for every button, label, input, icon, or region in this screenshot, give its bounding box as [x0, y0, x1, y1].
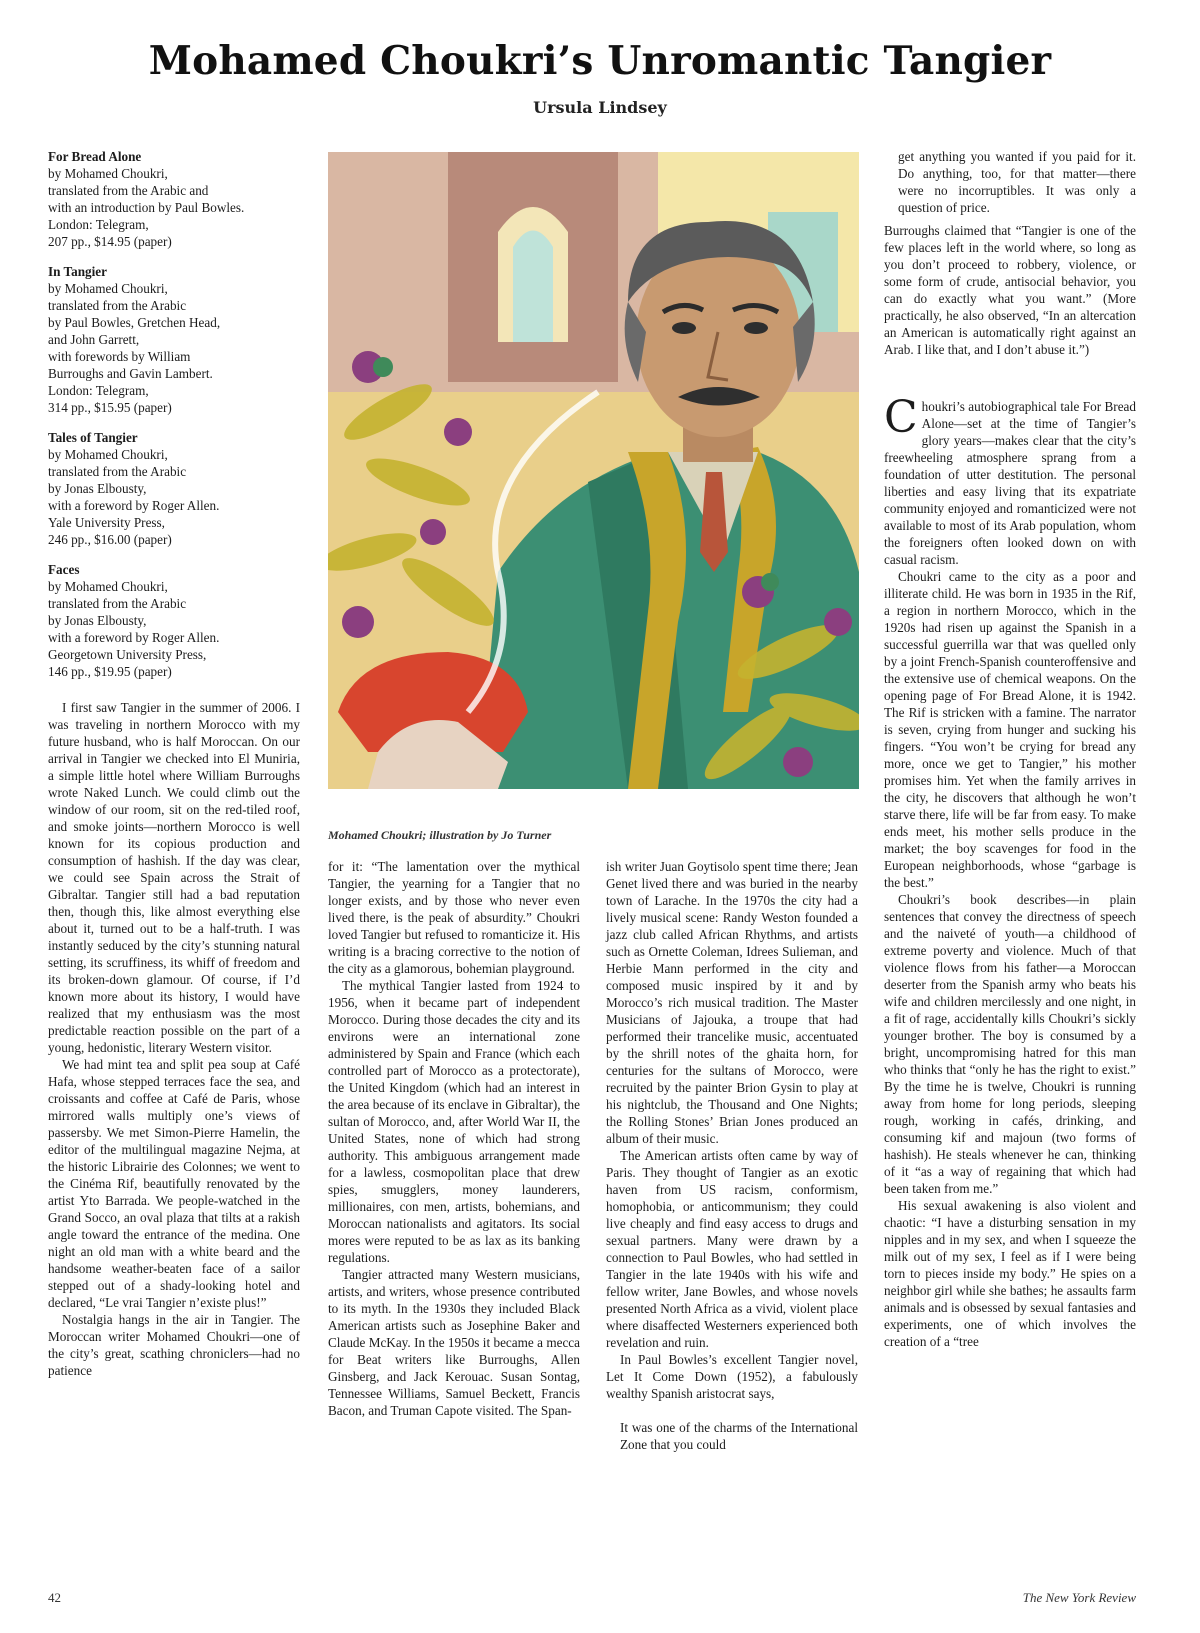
book-title: For Bread Alone — [48, 149, 142, 164]
paragraph: The mythical Tangier lasted from 1924 to 1956, when it became part of independent Morocco. During those decades the city and its environs were an international zone administered by Spain and France (which each controlled part of Morocco as a protectorate), the United Kingdom (which had an interest in the area because of its enclave in Gibraltar), the sultan of Morocco, and, after World War II, the United States, none of which had strong authority. This ambiguous arrangement made for a lawless, cosmopolitan place that drew spies, smugglers, money launderers, millionaires, con men, artists, bohemians, and Moroccan nationalists and agitators. Its social mores were reputed to be as lax as its banking regulations. — [328, 978, 580, 1265]
paragraph: We had mint tea and split pea soup at Café Hafa, whose stepped terraces face the sea, and croissants and coffee at Café de Paris, whose mirrored walls multiply one’s views of passersby. We met Simon-Pierre Hamelin, the editor of the multilingual magazine Nejma, at the historic Librairie des Colonnes; we went to the Cinéma Rif, beautifully renovated by the artist Yto Barrada. We people-watched in the Grand Socco, an oval plaza that tilts at a rakish angle toward the entrance of the medina. One night an old man with a white beard and the handsome weather-beaten face of a sailor stepped out of a shady-looking hotel and declared, “Le vrai Tangier n’existe plus!” — [48, 1057, 300, 1310]
block-quote: It was one of the charms of the International Zone that you could — [620, 1420, 858, 1452]
book-detail-line: 246 pp., $16.00 (paper) — [48, 532, 172, 547]
paragraph: for it: “The lamentation over the mythical Tangier, the yearning for a Tangier that no longer exists, and by those who never even lived there, is the peak of absurdity.” Choukri loved Tangier but refused to romanticize it. His writing is a bracing corrective to the notion of the city as a glamorous, bohemian playground. — [328, 859, 580, 976]
book-detail-line: by Jonas Elbousty, — [48, 613, 147, 628]
book-detail-line: 314 pp., $15.95 (paper) — [48, 400, 172, 415]
paragraph: Choukri came to the city as a poor and illiterate child. He was born in 1935 in the Rif, a region in northern Morocco, which in the 1920s had risen up against the Spanish in a successful guerrilla war that was quelled only by a joint French-Spanish counteroffensive and the extensive use of chemical weapons. On the opening page of For Bread Alone, it is 1942. The Rif is stricken with a famine. The narrator is seven, crying from hunger and sucking his fingers. “You won’t be crying for bread any more, once we get to Tangier,” his mother promises him. Yet when the family arrives in the city, he discovers that although he won’t starve there, life will be far from easy. To make ends meet, his mother sells produce in the market; the boy scavenges for food in the European neighborhoods, whose “garbage is the best.” — [884, 569, 1136, 890]
book-title: Faces — [48, 562, 80, 577]
column-4 — [884, 148, 1136, 1350]
publication-name: The New York Review — [1022, 1590, 1136, 1605]
paragraph: In Paul Bowles’s excellent Tangier novel, Let It Come Down (1952), a fabulously wealthy Spanish aristocrat says, — [606, 1352, 858, 1401]
paragraph: Tangier attracted many Western musicians, artists, and writers, whose presence contributed to its myth. In the 1930s they included Black American artists such as Josephine Baker and Claude McKay. In the 1950s it became a mecca for Beat writers like Burroughs, Allen Ginsberg, and Jack Kerouac. Susan Sontag, Tennessee Williams, Samuel Beckett, Francis Bacon, and Truman Capote visited. The Span- — [328, 1267, 580, 1418]
book-detail-line: translated from the Arabic — [48, 298, 187, 313]
book-detail-line: with forewords by William — [48, 349, 191, 364]
book-detail-line: by Mohamed Choukri, — [48, 166, 168, 181]
book-detail-line: London: Telegram, — [48, 217, 149, 232]
paragraph: I first saw Tangier in the summer of 2006. I was traveling in northern Morocco with my future husband, who is half Moroccan. On our arrival in Tangier we checked into El Muniria, a simple little hotel where William Burroughs wrote Naked Lunch. We could climb out the window of our room, sit on the red-tiled roof, and smoke joints—northern Morocco is well known for its copious production and consumption of hashish. If the day was clear, we could see Spain across the Strait of Gibraltar. Tangier still had a bad reputation then, though this, like almost everything else about it, turned out to be a half-truth. I was instantly seduced by the city’s stunning natural setting, its scruffiness, its whiff of freedom and its broken-down glamour. Of course, if I’d known more about its history, I would have realized that my enthusiasm was the most predictable reaction possible on the part of a young, hedonistic, literary Western visitor. — [48, 700, 300, 1055]
book-detail-line: Burroughs and Gavin Lambert. — [48, 366, 213, 381]
page-number: 42 — [48, 1590, 61, 1605]
book-detail-line: Georgetown University Press, — [48, 647, 207, 662]
portrait-illustration — [328, 152, 859, 789]
book-detail-line: and John Garrett, — [48, 332, 140, 347]
paragraph: ish writer Juan Goytisolo spent time there; Jean Genet lived there and was buried in the nearby town of Larache. In the 1970s the city had a lively musical scene: Randy Weston founded a jazz club called African Rhythms, and artists such as Ornette Coleman, Idrees Sulieman, and Herbie Mann performed in the city and composed music inspired by it and by Morocco’s rich musical tradition. The Master Musicians of Jajouka, a troupe that had performed their trancelike music, accentuated by the shrill notes of the ghaita horn, for centuries for the sultans of Morocco, were recruited by the painter Brion Gysin to play at his nightclub, the Thousand and One Nights; the Rolling Stones’ Brian Jones produced an album of their music. — [606, 859, 858, 1146]
paragraph: His sexual awakening is also violent and chaotic: “I have a disturbing sensation in my nipples and in my sex, and when I squeeze the milk out of my sex, I feel as if I were being torn to pieces inside my body.” He spies on a neighbor girl while she bathes; he assaults farm animals and is obsessed by sexual fantasies and experiments, one of which involves the creation of a “tree — [884, 1198, 1136, 1349]
book-detail-line: by Mohamed Choukri, — [48, 281, 168, 296]
section-opening-paragraph: Choukri’s autobiographical tale For Bread Alone—set at the time of Tangier’s glory years—makes clear that the city’s freewheeling atmosphere sprang from a foundation of utter destitution. The personal liberties and easy living that its expatriate community enjoyed and romanticized were not available to most of its Arab population, whom the foreigners often looked down on with casual racism. — [884, 392, 1136, 567]
illustration-caption: Mohamed Choukri; illustration by Jo Turner — [328, 828, 552, 842]
book-detail-line: translated from the Arabic — [48, 596, 187, 611]
book-detail-line: London: Telegram, — [48, 383, 149, 398]
book-entry — [48, 561, 300, 680]
book-title: In Tangier — [48, 264, 108, 279]
column-3 — [606, 858, 858, 1453]
book-entry — [48, 263, 300, 416]
illustration-art — [328, 152, 859, 789]
book-detail-line: by Mohamed Choukri, — [48, 579, 168, 594]
column-2 — [328, 858, 580, 1419]
article-byline: Ursula Lindsey — [533, 98, 667, 117]
article-headline: Mohamed Choukri’s Unromantic Tangier — [148, 38, 1052, 84]
book-detail-line: with a foreword by Roger Allen. — [48, 630, 220, 645]
book-title: Tales of Tangier — [48, 430, 138, 445]
book-entry — [48, 148, 300, 250]
drop-cap: C — [884, 392, 918, 443]
book-detail-line: by Paul Bowles, Gretchen Head, — [48, 315, 221, 330]
book-detail-line: by Jonas Elbousty, — [48, 481, 147, 496]
book-entry — [48, 429, 300, 548]
book-detail-line: by Mohamed Choukri, — [48, 447, 168, 462]
paragraph: The American artists often came by way of Paris. They thought of Tangier as an exotic haven from US racism, conformism, homophobia, or anticommunism; they could live cheaply and find easy access to drugs and sexual partners. Many were drawn by a connection to Paul Bowles, who had settled in Tangier in the late 1940s with his wife and fellow writer, Jane Bowles, and whose novels presented North Africa as a vivid, violent place where disaffected Westerners experienced both revelation and ruin. — [606, 1148, 858, 1350]
book-list — [48, 148, 300, 680]
block-quote: get anything you wanted if you paid for it. Do anything, too, for that matter—there were no incorruptibles. It was only a question of price. — [898, 149, 1136, 215]
book-detail-line: Yale University Press, — [48, 515, 165, 530]
book-detail-line: translated from the Arabic — [48, 464, 187, 479]
paragraph: Choukri’s book describes—in plain sentences that convey the directness of speech and the naiveté of youth—a childhood of extreme poverty and violence. Much of that violence flows from his father—a Moroccan deserter from the Spanish army who beats his wife and children mercilessly and one night, in a fit of rage, accidentally kills Choukri’s sickly younger brother. The boy is consumed by a bright, uncompromising hatred for this man who thinks that “only he has the right to exist.” By the time he is twelve, Choukri is running away from home for long periods, sleeping rough, working in cafés, drinking, and consuming kif and majoun (two forms of hashish). He steals whenever he can, thinking of it “as a way of regaining that which had been taken from me.” — [884, 892, 1136, 1196]
book-detail-line: with a foreword by Roger Allen. — [48, 498, 220, 513]
paragraph: Burroughs claimed that “Tangier is one of the few places left in the world where, so long as you don’t proceed to robbery, violence, or some form of crude, antisocial behavior, you can do exactly what you want.” (More practically, he also observed, “In an altercation an American is automatically right against an Arab. I like that, and I don’t abuse it.”) — [884, 223, 1136, 357]
book-detail-line: 207 pp., $14.95 (paper) — [48, 234, 172, 249]
book-detail-line: translated from the Arabic and — [48, 183, 209, 198]
book-detail-line: 146 pp., $19.95 (paper) — [48, 664, 172, 679]
column-1 — [48, 148, 300, 1379]
book-detail-line: with an introduction by Paul Bowles. — [48, 200, 245, 215]
paragraph: Nostalgia hangs in the air in Tangier. The Moroccan writer Mohamed Choukri—one of the city’s great, scathing chroniclers—had no patience — [48, 1312, 300, 1378]
